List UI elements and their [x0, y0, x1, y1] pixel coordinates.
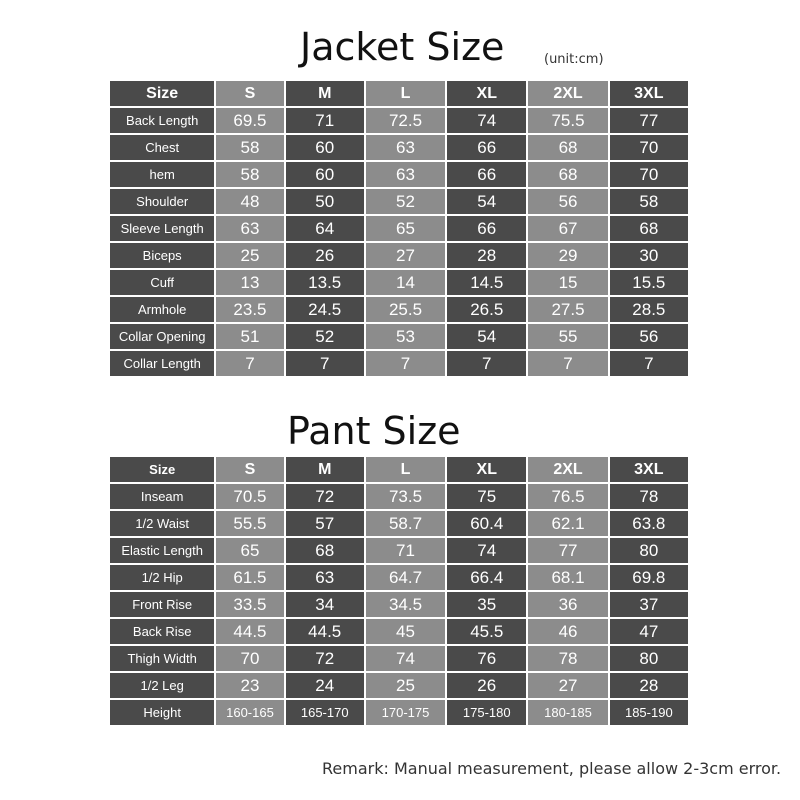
size-cell-s: 23: [216, 673, 283, 698]
row-label: hem: [110, 162, 214, 187]
column-header-xl: XL: [447, 81, 526, 106]
size-cell-s: 160-165: [216, 700, 283, 725]
size-cell-3xl: 47: [610, 619, 688, 644]
size-cell-s: 48: [216, 189, 283, 214]
size-cell-s: 51: [216, 324, 283, 349]
size-cell-m: 44.5: [286, 619, 364, 644]
column-header-3xl: 3XL: [610, 457, 688, 482]
size-cell-m: 63: [286, 565, 364, 590]
table-row: [110, 243, 688, 268]
size-cell-s: 70: [216, 646, 283, 671]
size-cell-2xl: 62.1: [528, 511, 607, 536]
size-cell-m: 13.5: [286, 270, 364, 295]
size-cell-l: 14: [366, 270, 445, 295]
table-row: [110, 189, 688, 214]
size-cell-3xl: 28: [610, 673, 688, 698]
size-cell-l: 52: [366, 189, 445, 214]
row-label: 1/2 Waist: [110, 511, 214, 536]
size-cell-xl: 54: [447, 189, 526, 214]
size-cell-xl: 26.5: [447, 297, 526, 322]
size-cell-l: 53: [366, 324, 445, 349]
size-cell-3xl: 69.8: [610, 565, 688, 590]
table-row: [110, 324, 688, 349]
column-header-l: L: [366, 457, 445, 482]
size-cell-m: 24: [286, 673, 364, 698]
size-cell-l: 73.5: [366, 484, 445, 509]
row-label: Collar Length: [110, 351, 214, 376]
size-cell-xl: 60.4: [447, 511, 526, 536]
row-label: Front Rise: [110, 592, 214, 617]
size-cell-m: 71: [286, 108, 364, 133]
size-cell-s: 25: [216, 243, 283, 268]
size-cell-m: 72: [286, 484, 364, 509]
size-cell-xl: 54: [447, 324, 526, 349]
size-cell-2xl: 15: [528, 270, 607, 295]
table-row: [110, 592, 688, 617]
row-label: Biceps: [110, 243, 214, 268]
size-cell-s: 58: [216, 162, 283, 187]
size-cell-s: 55.5: [216, 511, 283, 536]
size-cell-xl: 74: [447, 108, 526, 133]
size-cell-s: 70.5: [216, 484, 283, 509]
row-label: Chest: [110, 135, 214, 160]
size-cell-3xl: 37: [610, 592, 688, 617]
column-header-2xl: 2XL: [528, 457, 607, 482]
size-cell-xl: 45.5: [447, 619, 526, 644]
size-cell-s: 33.5: [216, 592, 283, 617]
table-row: [110, 351, 688, 376]
size-cell-2xl: 29: [528, 243, 607, 268]
size-cell-2xl: 36: [528, 592, 607, 617]
table-row: [110, 162, 688, 187]
size-cell-3xl: 70: [610, 162, 688, 187]
size-cell-xl: 28: [447, 243, 526, 268]
size-cell-3xl: 77: [610, 108, 688, 133]
size-cell-s: 7: [216, 351, 283, 376]
size-cell-2xl: 7: [528, 351, 607, 376]
row-label: Cuff: [110, 270, 214, 295]
size-cell-2xl: 68: [528, 162, 607, 187]
size-cell-s: 58: [216, 135, 283, 160]
size-cell-l: 7: [366, 351, 445, 376]
size-cell-s: 69.5: [216, 108, 283, 133]
size-cell-xl: 14.5: [447, 270, 526, 295]
size-cell-l: 71: [366, 538, 445, 563]
size-cell-3xl: 30: [610, 243, 688, 268]
size-cell-xl: 66: [447, 216, 526, 241]
size-cell-l: 65: [366, 216, 445, 241]
size-cell-m: 60: [286, 135, 364, 160]
size-cell-xl: 66: [447, 135, 526, 160]
row-label: Height: [110, 700, 214, 725]
unit-label: (unit:cm): [544, 52, 604, 67]
table-row: [110, 216, 688, 241]
size-cell-m: 57: [286, 511, 364, 536]
row-label: 1/2 Leg: [110, 673, 214, 698]
column-header-2xl: 2XL: [528, 81, 607, 106]
size-cell-m: 34: [286, 592, 364, 617]
row-label: Collar Opening: [110, 324, 214, 349]
size-cell-2xl: 55: [528, 324, 607, 349]
row-label: Shoulder: [110, 189, 214, 214]
table-row: [110, 297, 688, 322]
column-header-l: L: [366, 81, 445, 106]
column-header-s: S: [216, 457, 283, 482]
size-cell-2xl: 77: [528, 538, 607, 563]
size-cell-xl: 26: [447, 673, 526, 698]
size-cell-m: 7: [286, 351, 364, 376]
size-cell-l: 45: [366, 619, 445, 644]
table-row: [110, 538, 688, 563]
column-header-3xl: 3XL: [610, 81, 688, 106]
size-cell-m: 72: [286, 646, 364, 671]
row-label: Armhole: [110, 297, 214, 322]
table-header-row: [110, 457, 688, 482]
size-cell-xl: 66.4: [447, 565, 526, 590]
size-cell-xl: 66: [447, 162, 526, 187]
size-cell-l: 170-175: [366, 700, 445, 725]
row-label: Thigh Width: [110, 646, 214, 671]
table-row: [110, 135, 688, 160]
table-row: [110, 565, 688, 590]
size-cell-l: 25.5: [366, 297, 445, 322]
size-cell-s: 13: [216, 270, 283, 295]
size-cell-3xl: 63.8: [610, 511, 688, 536]
column-header-size: Size: [110, 457, 214, 482]
size-cell-2xl: 180-185: [528, 700, 607, 725]
size-cell-2xl: 68.1: [528, 565, 607, 590]
size-cell-xl: 175-180: [447, 700, 526, 725]
row-label: Inseam: [110, 484, 214, 509]
size-cell-3xl: 68: [610, 216, 688, 241]
size-cell-2xl: 46: [528, 619, 607, 644]
size-cell-2xl: 75.5: [528, 108, 607, 133]
size-cell-2xl: 27: [528, 673, 607, 698]
jacket-size-title: Jacket Size: [300, 25, 505, 69]
size-cell-2xl: 68: [528, 135, 607, 160]
column-header-s: S: [216, 81, 283, 106]
size-cell-3xl: 78: [610, 484, 688, 509]
size-cell-3xl: 15.5: [610, 270, 688, 295]
size-cell-m: 52: [286, 324, 364, 349]
pant-size-table: [108, 455, 690, 727]
table-row: [110, 700, 688, 725]
size-cell-m: 60: [286, 162, 364, 187]
size-cell-3xl: 70: [610, 135, 688, 160]
row-label: Elastic Length: [110, 538, 214, 563]
size-cell-2xl: 56: [528, 189, 607, 214]
size-cell-xl: 7: [447, 351, 526, 376]
remark-text: Remark: Manual measurement, please allow 2-3cm error.: [322, 759, 782, 778]
table-header-row: [110, 81, 688, 106]
row-label: Sleeve Length: [110, 216, 214, 241]
column-header-xl: XL: [447, 457, 526, 482]
table-row: [110, 511, 688, 536]
size-cell-s: 44.5: [216, 619, 283, 644]
size-cell-l: 72.5: [366, 108, 445, 133]
row-label: Back Length: [110, 108, 214, 133]
size-cell-xl: 35: [447, 592, 526, 617]
table-row: [110, 270, 688, 295]
size-cell-3xl: 7: [610, 351, 688, 376]
size-cell-s: 63: [216, 216, 283, 241]
pant-size-title: Pant Size: [287, 409, 461, 453]
table-row: [110, 619, 688, 644]
size-cell-xl: 75: [447, 484, 526, 509]
size-cell-3xl: 185-190: [610, 700, 688, 725]
size-cell-3xl: 80: [610, 646, 688, 671]
size-cell-l: 63: [366, 162, 445, 187]
row-label: Back Rise: [110, 619, 214, 644]
size-cell-xl: 76: [447, 646, 526, 671]
size-cell-xl: 74: [447, 538, 526, 563]
row-label: 1/2 Hip: [110, 565, 214, 590]
size-cell-m: 68: [286, 538, 364, 563]
size-cell-l: 58.7: [366, 511, 445, 536]
size-cell-3xl: 56: [610, 324, 688, 349]
size-cell-l: 34.5: [366, 592, 445, 617]
column-header-m: M: [286, 81, 364, 106]
size-cell-3xl: 80: [610, 538, 688, 563]
column-header-size: Size: [110, 81, 214, 106]
size-cell-m: 24.5: [286, 297, 364, 322]
column-header-m: M: [286, 457, 364, 482]
size-cell-l: 63: [366, 135, 445, 160]
size-cell-2xl: 78: [528, 646, 607, 671]
table-row: [110, 646, 688, 671]
size-cell-3xl: 58: [610, 189, 688, 214]
size-cell-m: 165-170: [286, 700, 364, 725]
size-cell-s: 65: [216, 538, 283, 563]
table-row: [110, 484, 688, 509]
size-cell-m: 26: [286, 243, 364, 268]
jacket-size-table: [108, 79, 690, 378]
size-cell-l: 27: [366, 243, 445, 268]
size-cell-l: 74: [366, 646, 445, 671]
size-cell-3xl: 28.5: [610, 297, 688, 322]
size-cell-m: 50: [286, 189, 364, 214]
size-cell-2xl: 27.5: [528, 297, 607, 322]
table-row: [110, 108, 688, 133]
size-cell-s: 61.5: [216, 565, 283, 590]
size-cell-s: 23.5: [216, 297, 283, 322]
size-cell-m: 64: [286, 216, 364, 241]
size-cell-2xl: 76.5: [528, 484, 607, 509]
size-cell-2xl: 67: [528, 216, 607, 241]
size-cell-l: 64.7: [366, 565, 445, 590]
table-row: [110, 673, 688, 698]
size-cell-l: 25: [366, 673, 445, 698]
